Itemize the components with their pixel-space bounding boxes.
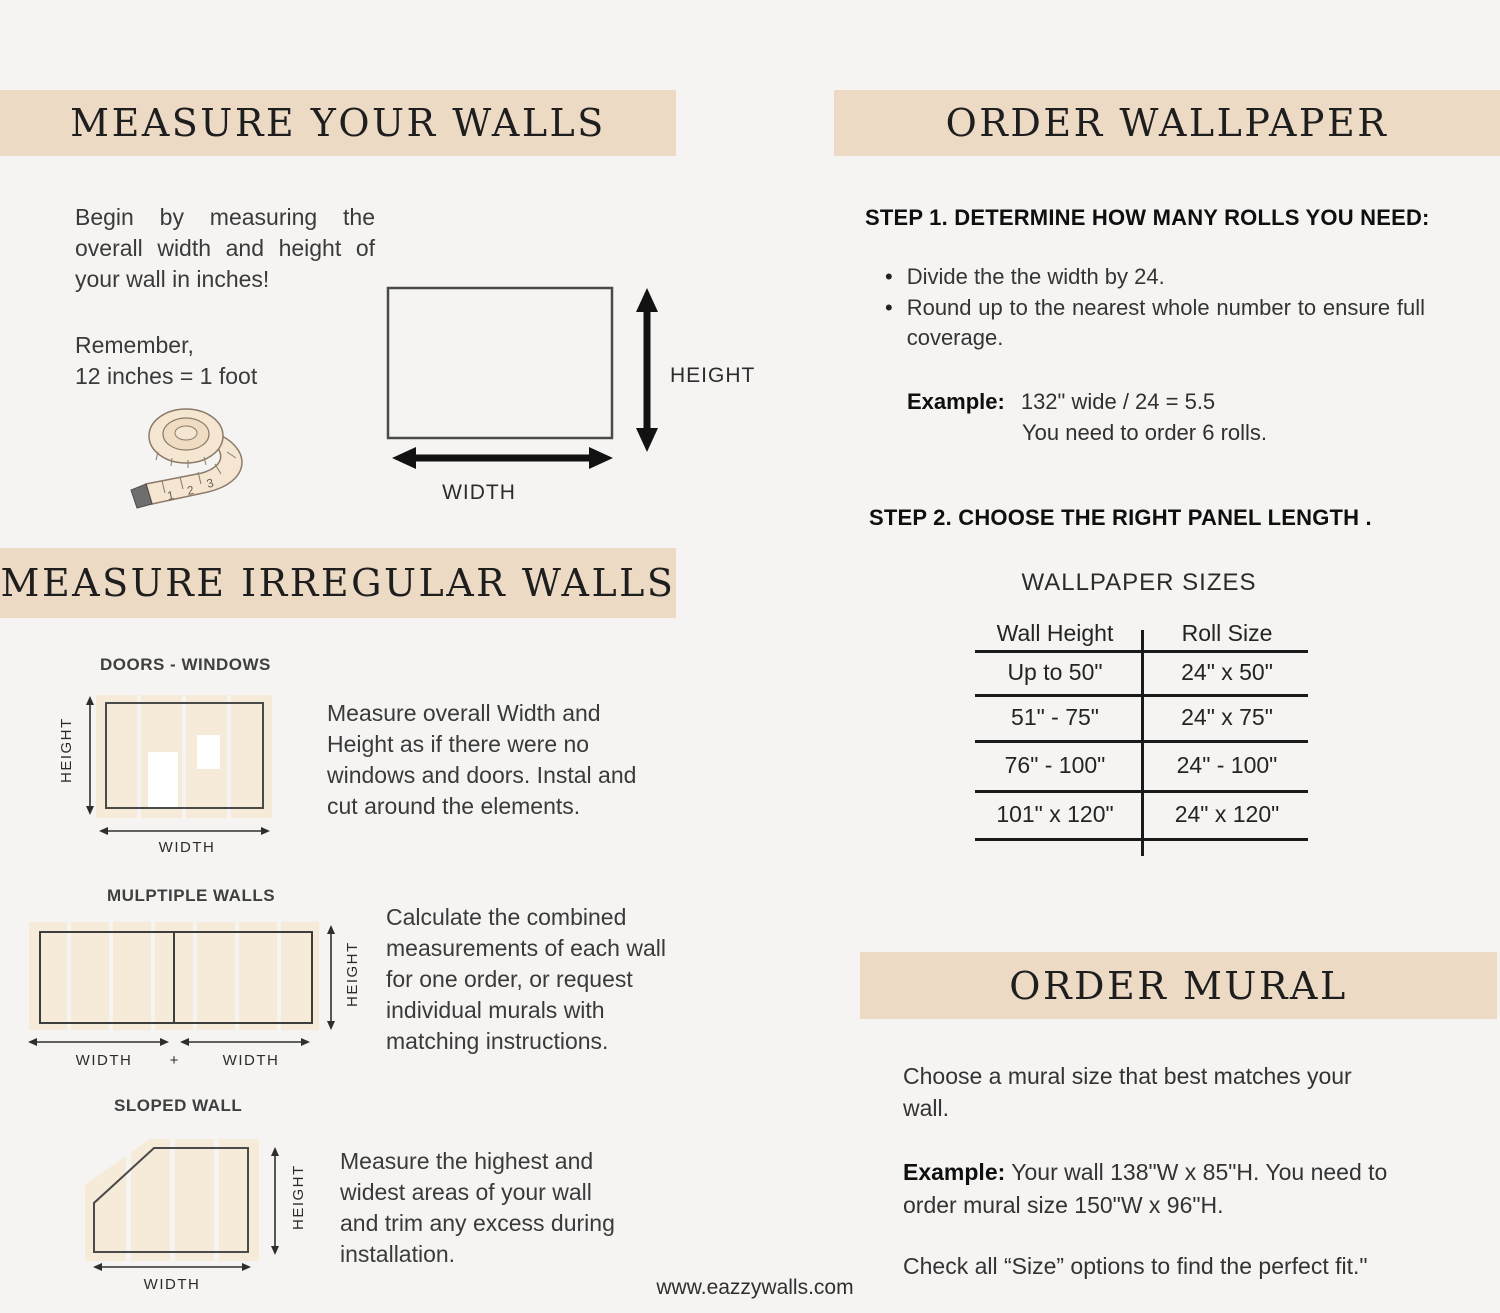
doors-windows-label: DOORS - WINDOWS <box>100 655 271 674</box>
width-label: WIDTH <box>143 1276 201 1293</box>
tape-number-1: 1 <box>166 488 176 503</box>
section-header-measure-walls <box>0 90 676 156</box>
section-title: MEASURE IRREGULAR WALLS <box>0 561 676 605</box>
step1-example <box>907 389 1215 415</box>
step1-bullet-list <box>885 262 1425 354</box>
wallpaper-sizes-table <box>975 616 1308 856</box>
multiple-walls-label: MULPTIPLE WALLS <box>107 886 276 905</box>
bullet-text: Divide the the width by 24. <box>906 264 1165 289</box>
door-shape <box>148 752 178 807</box>
example-label: Example: <box>907 389 1005 414</box>
bullet-icon: • <box>885 295 893 320</box>
wallpaper-sizes-title: WALLPAPER SIZES <box>1021 569 1257 596</box>
wall-rect <box>388 288 612 438</box>
remember-line-2: 12 inches = 1 foot <box>75 363 258 389</box>
example-value: 132" wide / 24 = 5.5 <box>1020 389 1216 414</box>
step1-title: STEP 1. DETERMINE HOW MANY ROLLS YOU NEED: <box>865 205 1430 230</box>
table-row-cell: 76" - 100" <box>1004 751 1106 778</box>
column-header-wall-height: Wall Height <box>996 619 1114 646</box>
column-header-roll-size: Roll Size <box>1181 619 1273 646</box>
table-row-cell: 24" x 75" <box>1181 703 1273 730</box>
example-label: Example: <box>903 1159 1006 1185</box>
height-label: HEIGHT <box>290 1164 307 1230</box>
order-mural-intro: Choose a mural size that best matches your wall. <box>903 1063 1352 1121</box>
measure-walls-intro: Begin by measuring the overall width and height of your wall in inches! <box>75 204 375 292</box>
multiple-walls-diagram <box>20 915 390 1070</box>
table-row-cell: 24" x 120" <box>1174 800 1280 827</box>
tape-number-2: 2 <box>185 482 196 498</box>
section-title: MEASURE YOUR WALLS <box>70 101 606 145</box>
section-header-order-mural <box>860 952 1497 1019</box>
table-row-cell: 101" x 120" <box>996 800 1114 827</box>
example-text: Your wall 138"W x 85"H. You need to order mural size 150"W x 96"H. <box>903 1159 1388 1218</box>
bullet-item <box>885 293 1425 353</box>
width-label-right: WIDTH <box>222 1052 280 1069</box>
remember-line-1: Remember, <box>75 332 194 358</box>
table-row-cell: 24" - 100" <box>1176 751 1278 778</box>
width-label-left: WIDTH <box>75 1052 133 1069</box>
order-mural-note: Check all “Size” options to find the perfect fit." <box>903 1253 1368 1279</box>
section-header-measure-irregular <box>0 548 676 618</box>
width-label: WIDTH <box>158 839 216 856</box>
height-label: HEIGHT <box>58 717 75 783</box>
tape-measure-icon <box>128 400 288 518</box>
bullet-item <box>885 262 1425 292</box>
width-label: WIDTH <box>442 481 516 504</box>
table-row-cell: 24" x 50" <box>1181 658 1273 685</box>
doors-windows-diagram <box>40 685 370 865</box>
remember-note <box>75 330 257 392</box>
bullet-icon: • <box>885 264 893 289</box>
section-title: ORDER MURAL <box>1009 963 1348 1008</box>
example-result-text: You need to order 6 rolls. <box>1022 420 1268 445</box>
height-label: HEIGHT <box>344 941 361 1007</box>
wall-diagram <box>380 280 800 510</box>
height-label: HEIGHT <box>670 364 756 387</box>
table-row-cell: 51" - 75" <box>1011 703 1099 730</box>
section-header-order-wallpaper <box>834 90 1500 156</box>
multiple-walls-text: Calculate the combined measurements of each wall for one order, or request individual murals with matching instructions. <box>386 904 666 1054</box>
sloped-wall-label: SLOPED WALL <box>114 1096 243 1115</box>
website-url: www.eazzywalls.com <box>656 1276 854 1299</box>
window-shape <box>197 735 220 769</box>
plus-sign: + <box>169 1052 179 1069</box>
table-divider <box>1141 630 1144 856</box>
order-mural-example <box>903 1156 1433 1222</box>
step1-example-result <box>1022 420 1267 446</box>
step2-title: STEP 2. CHOOSE THE RIGHT PANEL LENGTH . <box>869 505 1372 530</box>
sloped-wall-text: Measure the highest and widest areas of your wall and trim any excess during installation. <box>340 1148 615 1267</box>
doors-windows-text: Measure overall Width and Height as if there were no windows and doors. Instal and cut around the elements. <box>327 700 637 819</box>
tape-number-3: 3 <box>204 475 216 491</box>
section-title: ORDER WALLPAPER <box>945 101 1389 145</box>
bullet-text: Round up to the nearest whole number to ensure full coverage. <box>906 295 1425 350</box>
table-row-cell: Up to 50" <box>1007 658 1103 685</box>
